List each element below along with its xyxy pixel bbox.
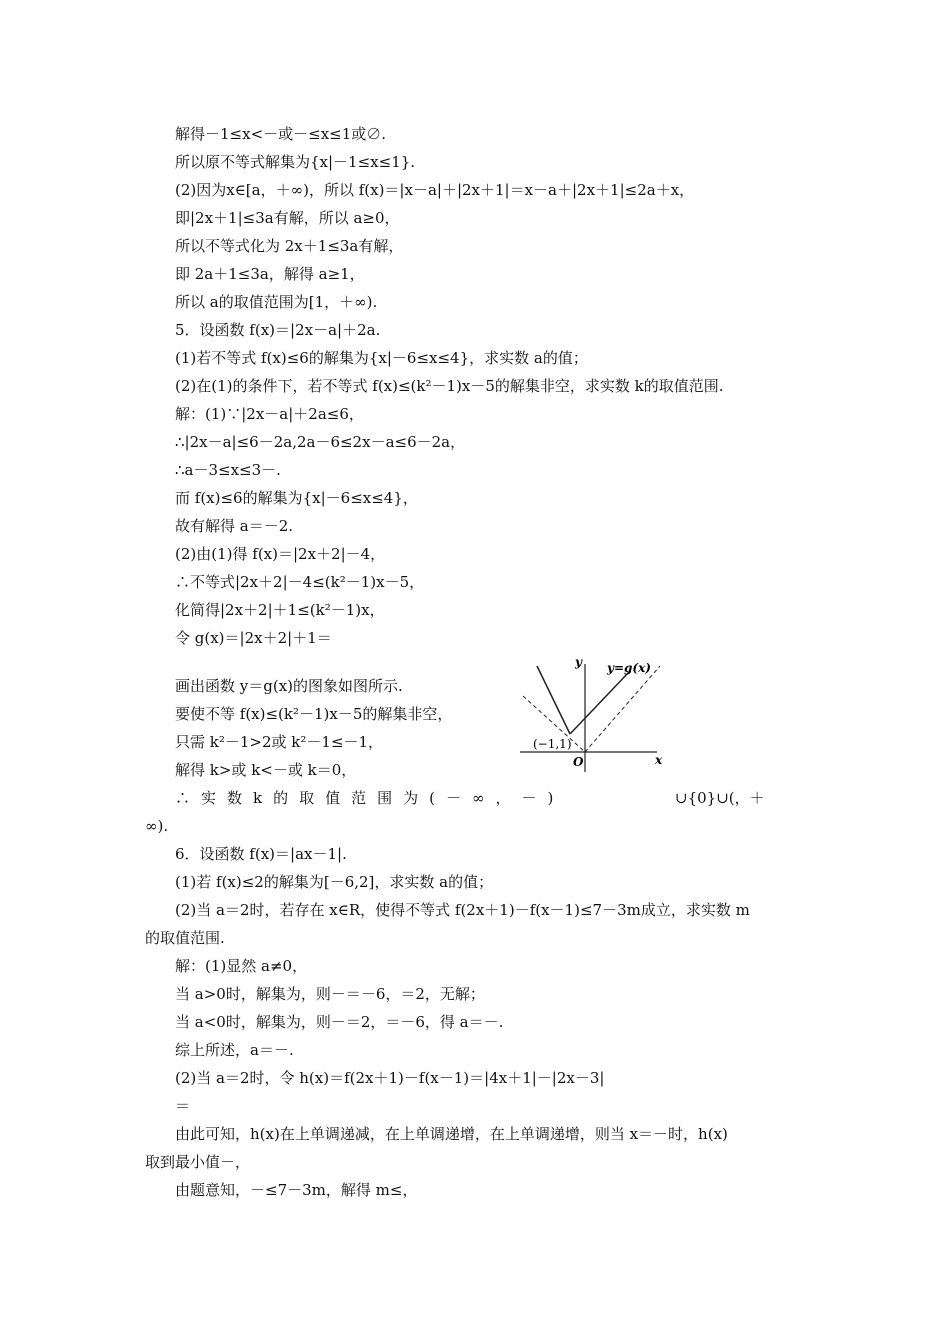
- function-graph: [515, 652, 670, 772]
- text-line: (2)在(1)的条件下，若不等式 f(x)≤(k²－1)x－5的解集非空，求实数 k的取值范围.: [175, 377, 724, 395]
- text-line: ∴不等式|2x＋2|－4≤(k²－1)x－5，: [175, 573, 425, 591]
- curve-label: y=g(x): [607, 661, 651, 675]
- text-line: 所以 a的取值范围为[1，＋∞).: [175, 293, 378, 311]
- y-axis-label: y: [575, 655, 582, 669]
- graph-left-branch: [537, 666, 570, 734]
- x-axis-label: x: [655, 753, 663, 767]
- text-line: 而 f(x)≤6的解集为{x|－6≤x≤4}，: [175, 489, 418, 507]
- text-line: 解：(1)显然 a≠0，: [175, 957, 308, 975]
- text-line: 即 2a＋1≤3a，解得 a≥1，: [175, 265, 365, 283]
- text-line: 取到最小值－，: [145, 1153, 251, 1171]
- graph-right-branch: [570, 672, 629, 734]
- text-line: 由题意知，－≤7－3m，解得 m≤，: [175, 1181, 418, 1199]
- range-text-right: ∪{0}∪(，＋: [675, 789, 765, 807]
- text-line: 故有解得 a＝－2.: [175, 517, 294, 535]
- text-line: (1)若 f(x)≤2的解集为[－6,2]，求实数 a的值；: [175, 873, 494, 891]
- text-line: 解得 k>或 k<－或 k＝0，: [175, 761, 357, 779]
- text-line: ∴|2x－a|≤6－2a,2a－6≤2x－a≤6－2a，: [175, 433, 466, 451]
- text-line: 由此可知，h(x)在上单调递减，在上单调递增，在上单调递增，则当 x＝－时，h(x): [175, 1125, 728, 1143]
- text-line: ∴a－3≤x≤3－.: [175, 461, 281, 479]
- text-line: 只需 k²－1>2或 k²－1≤－1，: [175, 733, 384, 751]
- text-line: 化简得|2x＋2|＋1≤(k²－1)x，: [175, 601, 385, 619]
- text-line: 所以原不等式解集为{x|－1≤x≤1}.: [175, 153, 416, 171]
- text-line: 的取值范围.: [145, 929, 225, 947]
- text-line: 综上所述，a＝－.: [175, 1041, 294, 1059]
- text-line: 即|2x＋1|≤3a有解，所以 a≥0，: [175, 209, 400, 227]
- text-line: 解得－1≤x<－或－≤x≤1或∅.: [175, 125, 387, 143]
- text-line: 令 g(x)＝|2x＋2|＋1＝: [175, 629, 332, 647]
- text-line: (2)当 a＝2时，令 h(x)＝f(2x＋1)－f(x－1)＝|4x＋1|－|2x－3|: [175, 1069, 605, 1087]
- text-line: 所以不等式化为 2x＋1≤3a有解，: [175, 237, 404, 255]
- text-line: 当 a>0时，解集为，则－＝－6，＝2，无解；: [175, 985, 485, 1003]
- text-line: ＝: [175, 1097, 191, 1115]
- problem-5-title: 5．设函数 f(x)＝|2x－a|＋2a.: [175, 321, 381, 339]
- text-line: 当 a<0时，解集为，则－＝2，＝－6，得 a＝－.: [175, 1013, 504, 1031]
- text-line: 要使不等 f(x)≤(k²－1)x－5的解集非空，: [175, 705, 453, 723]
- text-line: 画出函数 y＝g(x)的图象如图所示.: [175, 677, 403, 695]
- origin-label: O: [573, 755, 584, 769]
- text-line: (2)当 a＝2时，若存在 x∈R，使得不等式 f(2x＋1)－f(x－1)≤7－3m成立，求实数 m: [175, 901, 750, 919]
- text-line: (1)若不等式 f(x)≤6的解集为{x|－6≤x≤4}，求实数 a的值；: [175, 349, 588, 367]
- text-line: (2)由(1)得 f(x)＝|2x＋2|－4，: [175, 545, 386, 563]
- text-line: 解：(1)∵|2x－a|＋2a≤6，: [175, 405, 364, 423]
- range-text-left: ∴实数k的取值范围为(－∞，－): [175, 789, 565, 807]
- vertex-label: (−1,1): [533, 737, 572, 751]
- problem-6-title: 6．设函数 f(x)＝|ax－1|.: [175, 845, 347, 863]
- text-line: (2)因为x∈[a，＋∞)，所以 f(x)＝|x－a|＋|2x＋1|＝x－a＋|2x＋1|≤2a＋x，: [175, 181, 695, 199]
- text-line: ∞).: [145, 817, 169, 835]
